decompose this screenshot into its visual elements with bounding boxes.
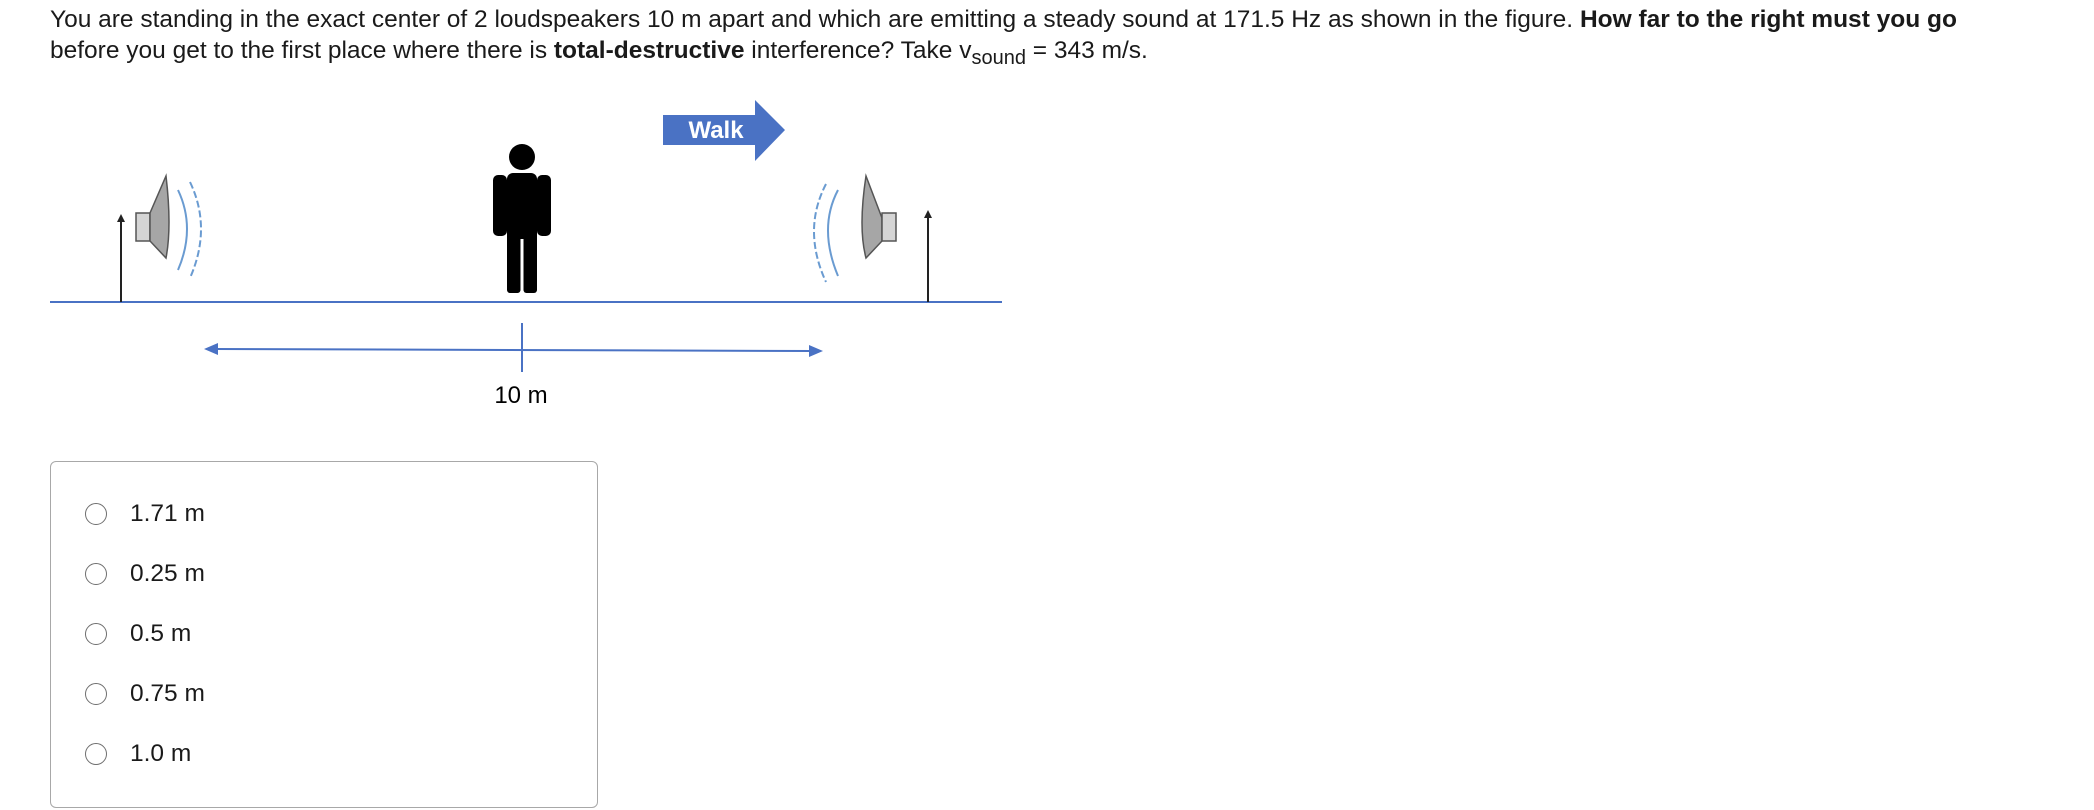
answer-choices: [50, 461, 598, 808]
question-text: [50, 4, 2094, 69]
choice-5[interactable]: [85, 738, 191, 770]
radio-button[interactable]: [85, 503, 107, 525]
choice-4[interactable]: [85, 678, 205, 710]
walk-label: Walk: [688, 117, 744, 144]
question-part-1: You are standing in the exact center of 2 loudspeakers 10 m apart and which are emitting a steady sound at 171.5 Hz as shown in the figure.: [50, 6, 1580, 33]
left-sound-waves-icon: [178, 182, 201, 278]
question-part-3: interference? Take v: [744, 37, 972, 64]
distance-label: 10 m: [494, 382, 548, 409]
loudspeaker-figure: [0, 80, 1020, 420]
question-bold-1: How far to the right must you go: [1579, 6, 1957, 33]
choice-label: 0.25 m: [130, 560, 205, 587]
distance-arrow: [204, 323, 823, 372]
question-line-1: [50, 4, 2094, 35]
choice-label: 1.71 m: [130, 500, 205, 527]
question-line-2: [50, 35, 2094, 69]
question-part-2: before you get to the first place where there is: [50, 37, 554, 64]
right-sound-waves-icon: [814, 184, 838, 282]
person-icon: [493, 144, 551, 293]
radio-button[interactable]: [85, 623, 107, 645]
choice-label: 0.75 m: [130, 680, 205, 707]
radio-button[interactable]: [85, 683, 107, 705]
choice-label: 0.5 m: [130, 620, 192, 647]
choice-3[interactable]: [85, 618, 191, 650]
left-speaker-icon: [117, 176, 169, 302]
question-part-4: = 343 m/s.: [1025, 37, 1148, 64]
radio-button[interactable]: [85, 743, 107, 765]
choice-2[interactable]: [85, 558, 205, 590]
question-bold-2: total-destructive: [553, 37, 745, 64]
right-speaker-icon: [862, 176, 932, 302]
radio-button[interactable]: [85, 563, 107, 585]
walk-arrow: [663, 100, 785, 161]
choice-label: 1.0 m: [130, 740, 192, 767]
choice-1[interactable]: [85, 498, 205, 530]
question-subscript: sound: [971, 47, 1026, 69]
